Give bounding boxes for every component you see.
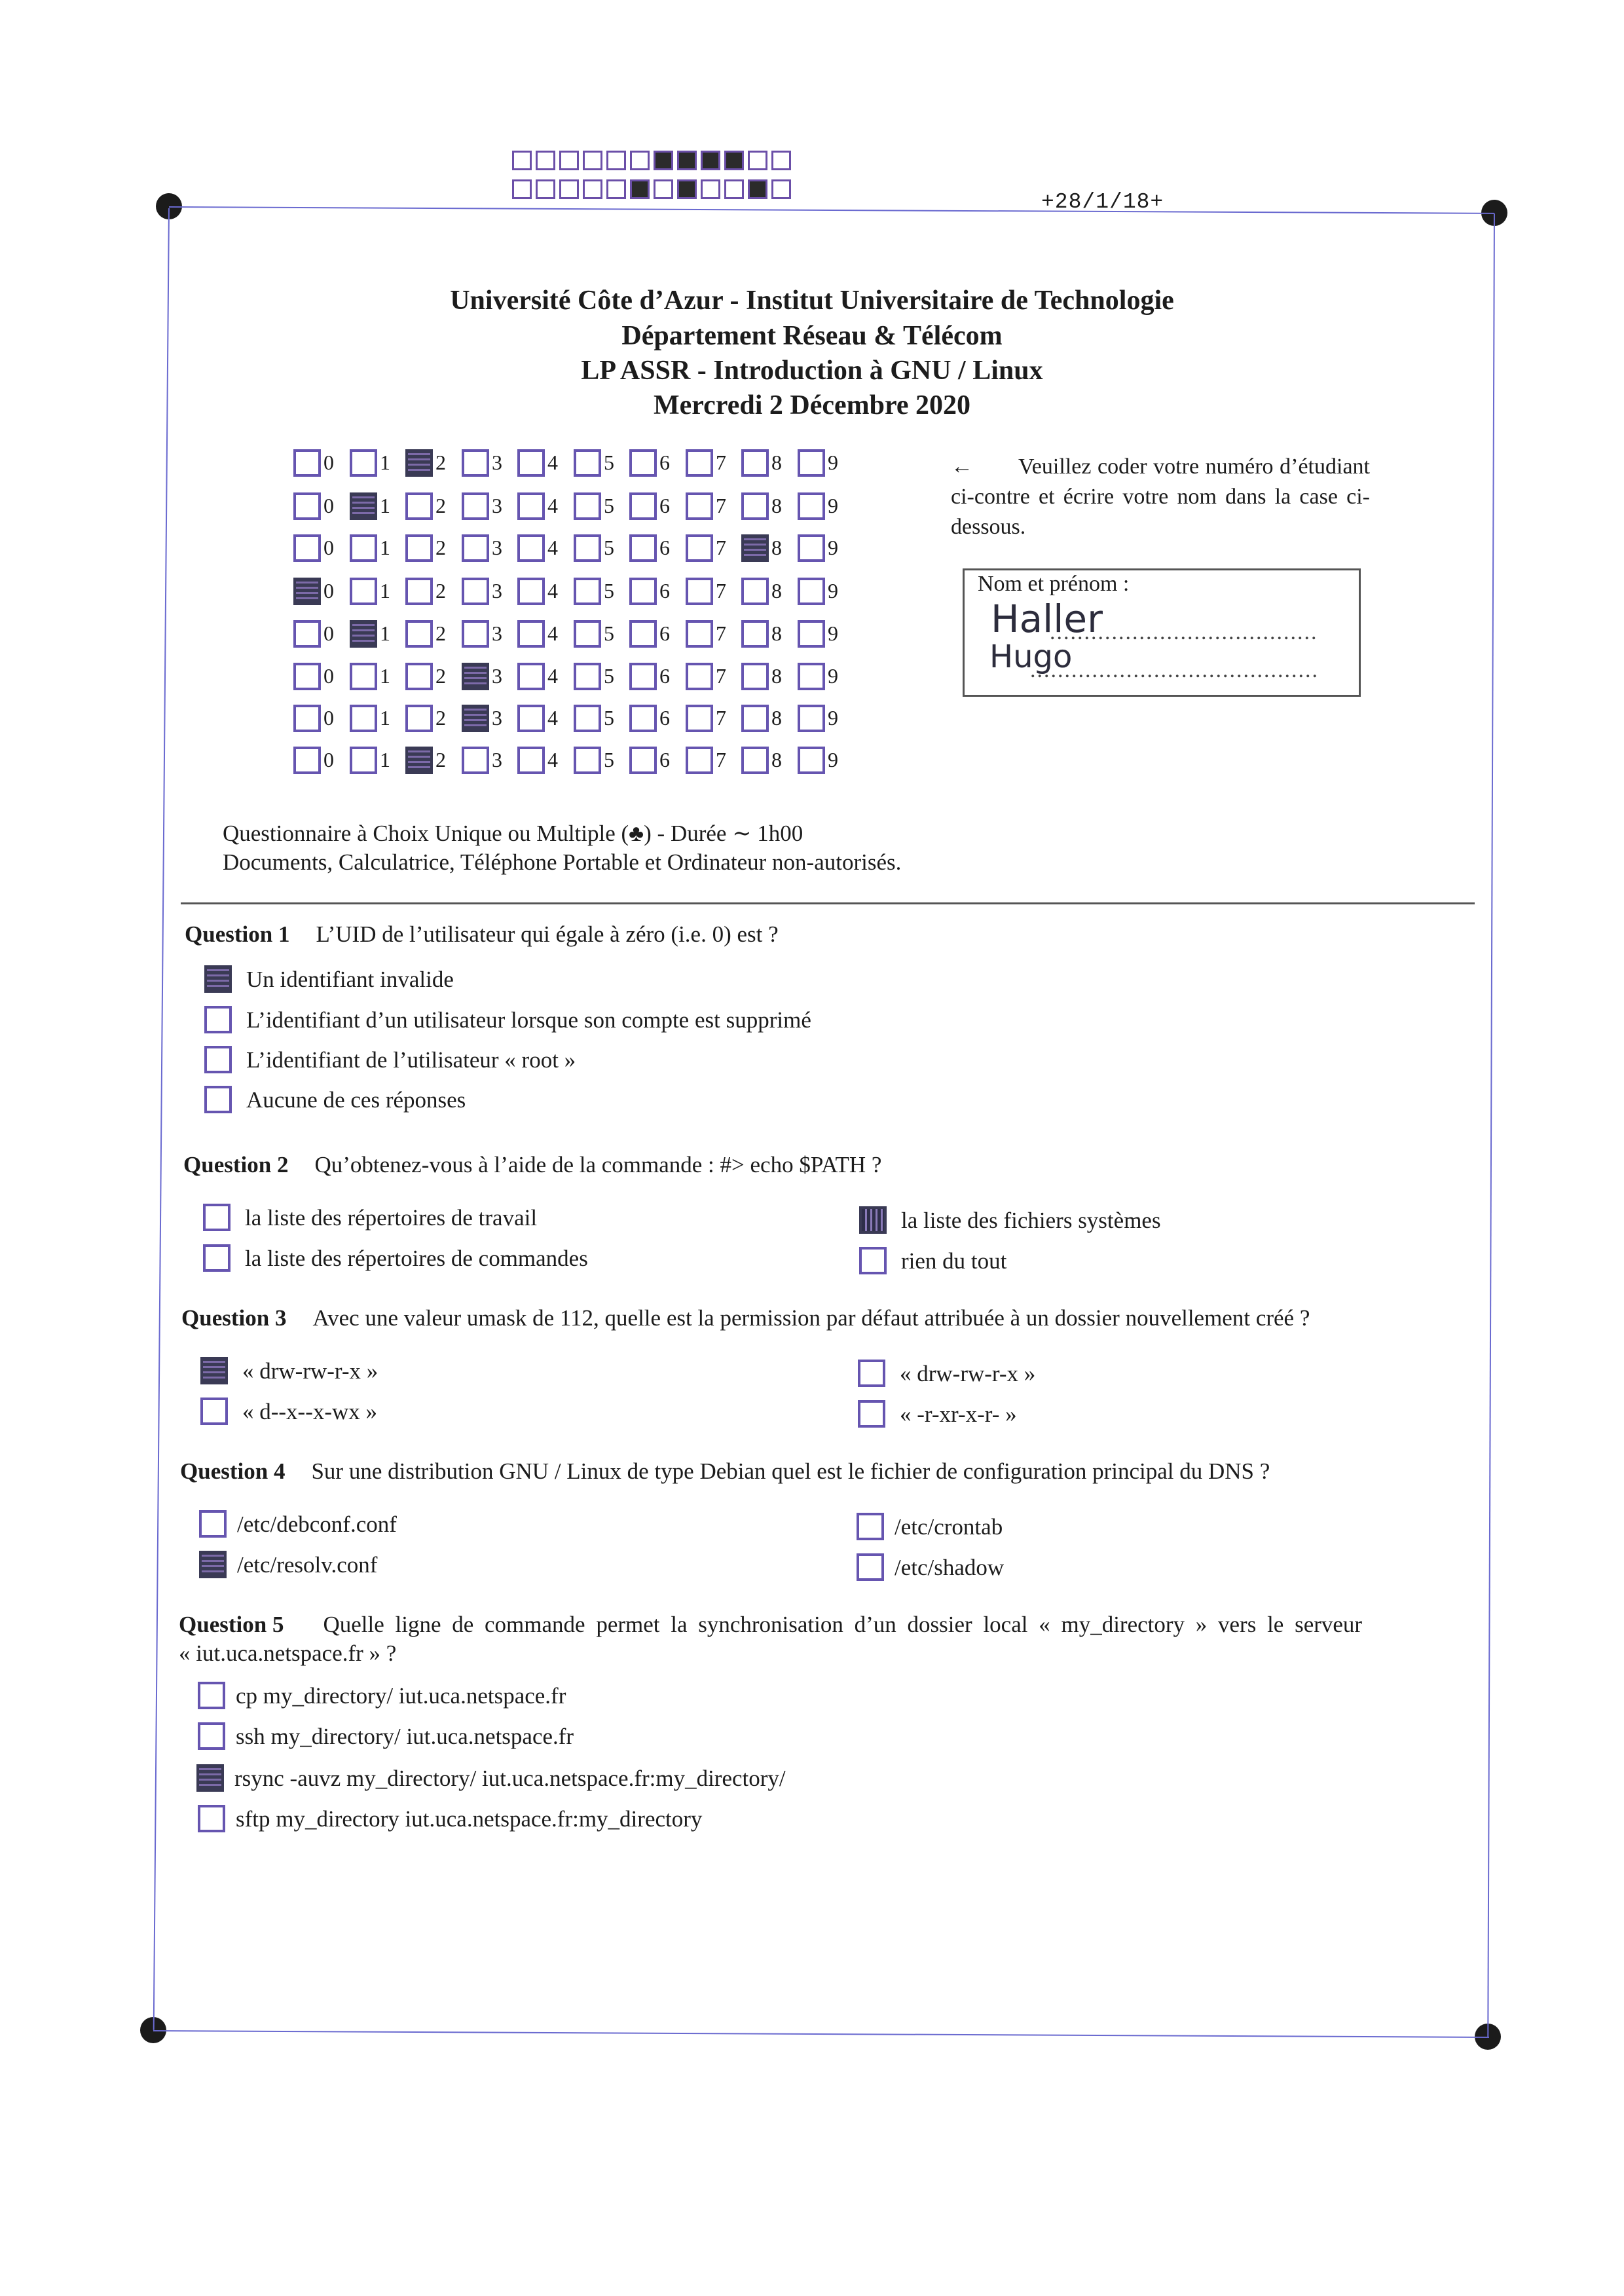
checkbox[interactable] <box>198 1682 225 1709</box>
question-4-text: Sur une distribution GNU / Linux de type Debian quel est le fichier de configuration principal du DNS ? <box>311 1458 1270 1484</box>
student-id-checkbox[interactable] <box>293 449 321 477</box>
digit-label: 1 <box>380 664 390 688</box>
digit-label: 9 <box>828 621 838 645</box>
digit-label: 1 <box>380 494 390 517</box>
digit-label: 8 <box>771 621 782 645</box>
checkbox[interactable] <box>199 1510 227 1538</box>
digit-label: 4 <box>547 621 558 645</box>
digit-label: 4 <box>547 748 558 771</box>
checkbox[interactable] <box>198 1722 225 1750</box>
question-1-text: L’UID de l’utilisateur qui égale à zéro (i.e. 0) est ? <box>316 921 779 947</box>
digit-label: 5 <box>604 451 614 474</box>
frame-left-line <box>153 208 170 2030</box>
option-label: « drw-rw-r-x » <box>242 1358 378 1384</box>
digit-label: 2 <box>435 451 446 474</box>
digit-label: 8 <box>771 706 782 730</box>
digit-label: 5 <box>604 748 614 771</box>
digit-label: 6 <box>659 494 670 517</box>
student-id-checkbox[interactable] <box>574 449 601 477</box>
student-id-checkbox[interactable] <box>798 705 825 732</box>
header-university: Université Côte d’Azur - Institut Universitaire de Technologie <box>450 286 1174 316</box>
digit-label: 9 <box>828 706 838 730</box>
student-id-checkbox[interactable] <box>350 747 377 774</box>
student-id-checkbox[interactable] <box>405 705 433 732</box>
name-dotted-line-2: .......................................... <box>1030 658 1319 682</box>
student-id-checkbox[interactable] <box>350 578 377 605</box>
checkbox[interactable] <box>200 1357 228 1384</box>
digit-label: 7 <box>716 579 726 602</box>
question-5-text-continued: « iut.uca.netspace.fr » ? <box>179 1640 397 1666</box>
question-5-header <box>179 1610 1362 1640</box>
digit-label: 1 <box>380 706 390 730</box>
student-id-checkbox[interactable] <box>686 492 713 520</box>
student-id-checkbox[interactable] <box>405 747 433 774</box>
option-label: L’identifiant de l’utilisateur « root » <box>246 1047 576 1073</box>
student-id-checkbox[interactable] <box>462 492 489 520</box>
digit-label: 3 <box>492 621 502 645</box>
name-dotted-line-1: ....................................... <box>1050 620 1318 644</box>
digit-label: 3 <box>492 494 502 517</box>
option-label: /etc/crontab <box>895 1514 1003 1540</box>
name-label: Nom et prénom : <box>978 572 1130 596</box>
student-id-checkbox[interactable] <box>686 705 713 732</box>
option-label: /etc/shadow <box>895 1555 1005 1580</box>
digit-label: 2 <box>435 664 446 688</box>
digit-label: 0 <box>323 536 334 559</box>
digit-label: 6 <box>659 536 670 559</box>
option-label: « drw-rw-r-x » <box>900 1361 1036 1386</box>
digit-label: 0 <box>323 579 334 602</box>
student-id-checkbox[interactable] <box>798 492 825 520</box>
student-id-checkbox[interactable] <box>462 663 489 690</box>
checkbox[interactable] <box>857 1553 884 1581</box>
option-label: /etc/debconf.conf <box>237 1511 397 1537</box>
student-id-checkbox[interactable] <box>629 534 657 562</box>
student-id-checkbox[interactable] <box>405 534 433 562</box>
question-5-number: Question 5 <box>179 1612 284 1637</box>
checkbox[interactable] <box>859 1247 887 1274</box>
digit-label: 2 <box>435 536 446 559</box>
student-id-checkbox[interactable] <box>741 578 769 605</box>
student-id-checkbox[interactable] <box>686 747 713 774</box>
student-id-checkbox[interactable] <box>629 705 657 732</box>
student-id-checkbox[interactable] <box>462 449 489 477</box>
option-label: Aucune de ces réponses <box>246 1087 466 1113</box>
student-id-checkbox[interactable] <box>293 492 321 520</box>
barcode-row-1 <box>512 151 791 170</box>
digit-label: 0 <box>323 494 334 517</box>
option-label: la liste des répertoires de commandes <box>245 1246 588 1271</box>
digit-label: 9 <box>828 664 838 688</box>
student-id-checkbox[interactable] <box>293 663 321 690</box>
digit-label: 7 <box>716 536 726 559</box>
digit-label: 6 <box>659 621 670 645</box>
digit-label: 7 <box>716 451 726 474</box>
handwritten-first-name: Hugo <box>989 639 1073 675</box>
option-label: rien du tout <box>901 1248 1007 1274</box>
digit-label: 7 <box>716 748 726 771</box>
student-id-checkbox[interactable] <box>350 534 377 562</box>
option-label: « d--x--x-wx » <box>242 1399 378 1424</box>
student-id-checkbox[interactable] <box>629 663 657 690</box>
student-id-checkbox[interactable] <box>293 534 321 562</box>
student-id-checkbox[interactable] <box>741 492 769 520</box>
digit-label: 4 <box>547 706 558 730</box>
student-id-checkbox[interactable] <box>574 534 601 562</box>
digit-label: 3 <box>492 536 502 559</box>
option-label: « -r-xr-x-r- » <box>900 1401 1017 1427</box>
left-arrow-icon: ← <box>951 454 973 479</box>
student-id-checkbox[interactable] <box>741 449 769 477</box>
question-1-number: Question 1 <box>185 921 290 947</box>
digit-label: 6 <box>659 579 670 602</box>
student-id-checkbox[interactable] <box>798 449 825 477</box>
option-label: ssh my_directory/ iut.uca.netspace.fr <box>236 1724 574 1749</box>
student-id-checkbox[interactable] <box>574 492 601 520</box>
checkbox[interactable] <box>199 1551 227 1578</box>
exam-info-line-1: Questionnaire à Choix Unique ou Multiple (♣) - Durée ∼ 1h00 <box>223 821 803 846</box>
frame-right-line <box>1487 213 1495 2037</box>
digit-label: 3 <box>492 664 502 688</box>
option-label: L’identifiant d’un utilisateur lorsque son compte est supprimé <box>246 1007 811 1033</box>
checkbox[interactable] <box>200 1398 228 1425</box>
exam-info-line-2: Documents, Calculatrice, Téléphone Portable et Ordinateur non-autorisés. <box>223 849 902 875</box>
student-id-checkbox[interactable] <box>574 747 601 774</box>
digit-label: 4 <box>547 494 558 517</box>
checkbox[interactable] <box>203 1204 231 1231</box>
checkbox[interactable] <box>858 1400 885 1428</box>
option-label: sftp my_directory iut.uca.netspace.fr:my_directory <box>236 1806 703 1832</box>
digit-label: 2 <box>435 748 446 771</box>
digit-label: 6 <box>659 451 670 474</box>
header-date: Mercredi 2 Décembre 2020 <box>654 390 970 420</box>
student-id-checkbox[interactable] <box>574 663 601 690</box>
digit-label: 5 <box>604 664 614 688</box>
digit-label: 4 <box>547 664 558 688</box>
student-id-checkbox[interactable] <box>517 534 545 562</box>
student-id-checkbox[interactable] <box>293 705 321 732</box>
student-id-checkbox[interactable] <box>517 747 545 774</box>
student-id-checkbox[interactable] <box>629 449 657 477</box>
checkbox[interactable] <box>857 1513 884 1540</box>
student-id-checkbox[interactable] <box>350 492 377 520</box>
name-box[interactable] <box>963 568 1361 697</box>
digit-label: 5 <box>604 621 614 645</box>
question-1-header <box>185 919 779 950</box>
student-id-checkbox[interactable] <box>517 620 545 648</box>
digit-label: 8 <box>771 664 782 688</box>
digit-label: 9 <box>828 494 838 517</box>
student-id-checkbox[interactable] <box>629 620 657 648</box>
student-id-checkbox[interactable] <box>574 705 601 732</box>
handwritten-last-name: Haller <box>991 597 1103 641</box>
student-id-checkbox[interactable] <box>574 620 601 648</box>
digit-label: 6 <box>659 748 670 771</box>
digit-label: 5 <box>604 579 614 602</box>
option-label: la liste des répertoires de travail <box>245 1205 538 1231</box>
digit-label: 9 <box>828 748 838 771</box>
student-id-checkbox[interactable] <box>517 663 545 690</box>
digit-label: 7 <box>716 494 726 517</box>
student-id-checkbox[interactable] <box>629 747 657 774</box>
question-3-text: Avec une valeur umask de 112, quelle est la permission par défaut attribuée à un dossier nouvellement créé ? <box>312 1305 1310 1331</box>
digit-label: 3 <box>492 451 502 474</box>
digit-label: 1 <box>380 536 390 559</box>
checkbox[interactable] <box>204 1086 232 1113</box>
student-id-checkbox[interactable] <box>574 578 601 605</box>
student-id-checkbox[interactable] <box>293 747 321 774</box>
student-id-checkbox[interactable] <box>350 663 377 690</box>
checkbox[interactable] <box>204 1006 232 1033</box>
question-2-text: Qu’obtenez-vous à l’aide de la commande : #> echo $PATH ? <box>314 1152 882 1177</box>
student-id-checkbox[interactable] <box>798 534 825 562</box>
checkbox[interactable] <box>196 1764 224 1792</box>
digit-label: 8 <box>771 536 782 559</box>
digit-label: 7 <box>716 621 726 645</box>
digit-label: 0 <box>323 748 334 771</box>
digit-label: 3 <box>492 748 502 771</box>
digit-label: 0 <box>323 451 334 474</box>
checkbox[interactable] <box>198 1805 225 1832</box>
digit-label: 2 <box>435 579 446 602</box>
student-id-checkbox[interactable] <box>462 705 489 732</box>
checkbox[interactable] <box>204 965 232 993</box>
digit-label: 1 <box>380 621 390 645</box>
digit-label: 5 <box>604 494 614 517</box>
digit-label: 2 <box>435 706 446 730</box>
header-department: Département Réseau & Télécom <box>621 321 1003 351</box>
student-id-checkbox[interactable] <box>517 449 545 477</box>
digit-label: 9 <box>828 579 838 602</box>
student-id-checkbox[interactable] <box>686 578 713 605</box>
question-3-number: Question 3 <box>181 1305 287 1331</box>
student-id-checkbox[interactable] <box>741 620 769 648</box>
student-id-checkbox[interactable] <box>798 620 825 648</box>
student-id-checkbox[interactable] <box>405 578 433 605</box>
student-id-checkbox[interactable] <box>462 620 489 648</box>
question-4-header <box>180 1456 1270 1487</box>
student-id-checkbox[interactable] <box>517 578 545 605</box>
option-label: /etc/resolv.conf <box>237 1552 378 1578</box>
digit-label: 5 <box>604 536 614 559</box>
instructions-text: Veuillez coder votre numéro d’étudiant ci-contre et écrire votre nom dans la case ci-dessous. <box>951 454 1370 539</box>
digit-label: 0 <box>323 664 334 688</box>
student-id-checkbox[interactable] <box>293 578 321 605</box>
student-id-checkbox[interactable] <box>350 705 377 732</box>
student-id-checkbox[interactable] <box>686 449 713 477</box>
digit-label: 8 <box>771 451 782 474</box>
digit-label: 2 <box>435 494 446 517</box>
student-id-checkbox[interactable] <box>293 620 321 648</box>
option-label: Un identifiant invalide <box>246 967 454 992</box>
separator-line <box>181 902 1475 904</box>
student-id-checkbox[interactable] <box>405 663 433 690</box>
student-id-checkbox[interactable] <box>629 578 657 605</box>
student-id-checkbox[interactable] <box>462 534 489 562</box>
student-id-checkbox[interactable] <box>629 492 657 520</box>
question-2-header <box>183 1150 881 1180</box>
checkbox[interactable] <box>204 1046 232 1073</box>
student-id-checkbox[interactable] <box>798 663 825 690</box>
student-id-checkbox[interactable] <box>517 705 545 732</box>
student-id-checkbox[interactable] <box>462 747 489 774</box>
checkbox[interactable] <box>859 1206 887 1234</box>
student-id-checkbox[interactable] <box>350 620 377 648</box>
id-instructions <box>951 452 1370 542</box>
checkbox[interactable] <box>858 1360 885 1387</box>
digit-label: 0 <box>323 621 334 645</box>
digit-label: 4 <box>547 451 558 474</box>
frame-top-line <box>169 206 1494 214</box>
student-id-checkbox[interactable] <box>798 747 825 774</box>
digit-label: 8 <box>771 748 782 771</box>
option-label: la liste des fichiers systèmes <box>901 1208 1161 1233</box>
digit-label: 8 <box>771 494 782 517</box>
header-course: LP ASSR - Introduction à GNU / Linux <box>581 356 1043 386</box>
student-id-checkbox[interactable] <box>798 578 825 605</box>
student-id-checkbox[interactable] <box>517 492 545 520</box>
digit-label: 7 <box>716 664 726 688</box>
digit-label: 3 <box>492 579 502 602</box>
student-id-checkbox[interactable] <box>741 747 769 774</box>
page-code: +28/1/18+ <box>1041 190 1164 214</box>
student-id-checkbox[interactable] <box>686 663 713 690</box>
barcode-row-2 <box>512 179 791 199</box>
student-id-checkbox[interactable] <box>741 663 769 690</box>
digit-label: 2 <box>435 621 446 645</box>
student-id-checkbox[interactable] <box>405 492 433 520</box>
student-id-checkbox[interactable] <box>350 449 377 477</box>
digit-label: 6 <box>659 664 670 688</box>
digit-label: 1 <box>380 579 390 602</box>
question-5-text: Quelle ligne de commande permet la synchronisation d’un dossier local « my_directory » vers le serveur <box>323 1612 1363 1637</box>
student-id-checkbox[interactable] <box>405 620 433 648</box>
digit-label: 1 <box>380 748 390 771</box>
student-id-checkbox[interactable] <box>741 705 769 732</box>
frame-bottom-line <box>153 2030 1489 2038</box>
option-label: cp my_directory/ iut.uca.netspace.fr <box>236 1683 566 1709</box>
digit-label: 9 <box>828 451 838 474</box>
question-3-header <box>181 1303 1310 1333</box>
student-id-checkbox[interactable] <box>686 620 713 648</box>
student-id-checkbox[interactable] <box>462 578 489 605</box>
digit-label: 9 <box>828 536 838 559</box>
digit-label: 0 <box>323 706 334 730</box>
checkbox[interactable] <box>203 1244 231 1272</box>
digit-label: 6 <box>659 706 670 730</box>
digit-label: 4 <box>547 536 558 559</box>
digit-label: 7 <box>716 706 726 730</box>
digit-label: 5 <box>604 706 614 730</box>
digit-label: 4 <box>547 579 558 602</box>
digit-label: 1 <box>380 451 390 474</box>
question-2-number: Question 2 <box>183 1152 289 1177</box>
option-label: rsync -auvz my_directory/ iut.uca.netspace.fr:my_directory/ <box>234 1766 786 1791</box>
student-id-checkbox[interactable] <box>686 534 713 562</box>
question-4-number: Question 4 <box>180 1458 286 1484</box>
digit-label: 8 <box>771 579 782 602</box>
digit-label: 3 <box>492 706 502 730</box>
student-id-checkbox[interactable] <box>741 534 769 562</box>
student-id-checkbox[interactable] <box>405 449 433 477</box>
